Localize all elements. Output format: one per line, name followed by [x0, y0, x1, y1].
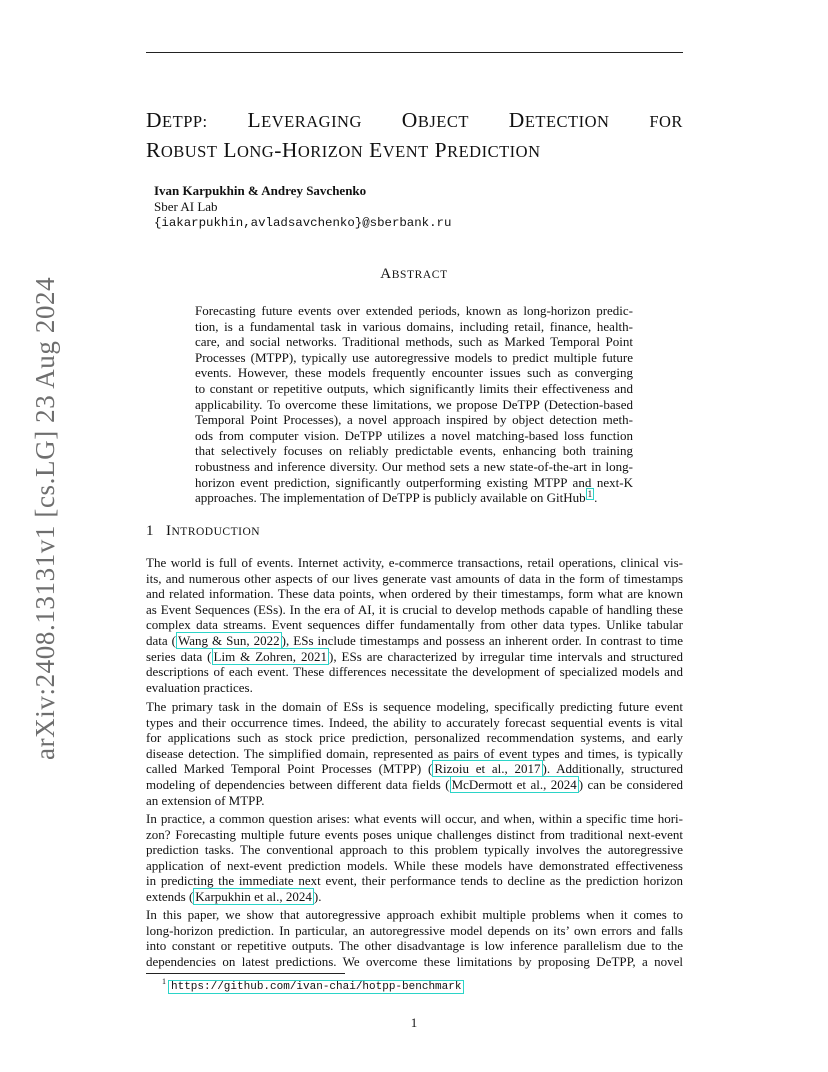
text-line: for applications such as stock price prediction, personalized recommendation systems, and early: [146, 730, 683, 746]
section-title-initial: I: [166, 523, 172, 539]
section-title-rest: NTRODUCTION: [171, 526, 261, 538]
abstract-heading-initial: A: [380, 266, 392, 282]
text-line: modeling of dependencies between different data fields ( McDermott et al., 2024 ) can be considered: [146, 776, 683, 792]
text-line: In practice, a common question arises: what events will occur, and when, within a specific time hori-: [146, 811, 683, 826]
abstract-line: approaches. The implementation of DeTPP is publicly available on GitHub $^1$ .: [195, 488, 598, 506]
title-word: EVENT: [369, 138, 429, 162]
footnote-ref-link[interactable]: 1: [587, 488, 593, 499]
text-line: called Marked Temporal Point Processes (MTPP) ( Rizoiu et al., 2017 ). Additionally, structured: [146, 761, 683, 777]
author-block: [154, 183, 451, 231]
text-line: In this paper, we show that autoregressive approach exhibit multiple problems when it comes to: [146, 907, 683, 922]
abstract-line: horizon event prediction, significantly outperforming existing MTPP and next-K: [195, 474, 633, 490]
author-names: Ivan Karpukhin & Andrey Savchenko: [154, 183, 367, 198]
citation-link[interactable]: Wang & Sun, 2022: [178, 632, 280, 648]
text-line: disease detection. The simplified domain, represented as pairs of event types and times, is typically: [146, 745, 683, 761]
citation-link[interactable]: McDermott et al., 2024: [451, 776, 577, 792]
footnote-rule: [146, 973, 345, 974]
text-line: its, and numerous other aspects of our lives generate vast amounts of data in the form of timestamps: [146, 570, 683, 586]
text-line: prediction tasks. The conventional approach to this problem typically involves the autoregressive: [146, 842, 683, 858]
text-line: data ( Wang & Sun, 2022 ), ESs include timestamps and possess an inherent order. In contrast to time: [146, 632, 684, 648]
text-line: evaluation practices.: [146, 679, 253, 695]
arxiv-sidebar-id[interactable]: arXiv:2408.13131v1 [cs.LG] 23 Aug 2024: [30, 276, 60, 760]
footnote: [162, 977, 464, 993]
abstract-line: robustness and inference diversity. Our method sets a new state-of-the-art in long-: [195, 458, 633, 474]
text-line: an extension of MTPP.: [146, 792, 265, 808]
top-rule: [146, 52, 683, 53]
text-line: application of next-event prediction models. While these models have demonstrated effectiveness: [146, 857, 683, 873]
text-line: zon? Forecasting multiple future events poses unique challenges distinct from traditional next-event: [146, 826, 683, 842]
title-word: PREDICTION: [434, 138, 541, 162]
title-word: LONG: [223, 138, 275, 162]
text-line: in predicting the immediate next event, their performance tends to decline as the prediction horizon: [146, 873, 683, 889]
title-line-2: [146, 136, 683, 166]
paragraph-4: [146, 907, 683, 969]
author-affiliation: Sber AI Lab: [154, 199, 218, 214]
title-word: FOR: [649, 112, 683, 131]
abstract-body: [195, 303, 633, 506]
text-line: as Event Sequences (ESs). In the era of AI, it is crucial to develop methods capable of handling these: [146, 601, 683, 617]
text-line: The primary task in the domain of ESs is sequence modeling, specifically predicting future event: [146, 699, 683, 714]
text-line: dependencies on latest predictions. We overcome these limitations by proposing DeTPP, a novel: [146, 953, 683, 969]
citation-link[interactable]: Karpukhin et al., 2024: [195, 888, 312, 904]
text-line: complex data streams. Event sequences differ fundamentally from other data types. Unlike tabular: [146, 617, 683, 633]
paragraph-2: [146, 699, 683, 808]
title-word: -HORIZON: [274, 138, 364, 162]
abstract-line: tion, is a fundamental task in various domains, including retail, finance, health-: [195, 318, 633, 334]
abstract-line: applicability. To overcome these limitations, we propose DeTPP (Detection-based: [195, 396, 633, 412]
title-word: LEVERAGING: [247, 108, 362, 132]
abstract-line: care, and social networks. Traditional methods, such as Marked Temporal Point: [195, 334, 633, 350]
citation-link[interactable]: Lim & Zohren, 2021: [213, 648, 327, 664]
abstract-line: to constant or repetitive outputs, which significantly limits their effectiveness and: [195, 380, 633, 396]
footnote-mark: 1: [162, 977, 166, 986]
section-heading-introduction: [146, 523, 260, 540]
text-line: long-horizon prediction. In particular, an autoregressive model depends on its’ own errors and falls: [146, 922, 683, 938]
title-word: ROBUST: [146, 138, 218, 162]
text-line: series data ( Lim & Zohren, 2021 ), ESs are characterized by irregular time intervals and structured: [146, 648, 683, 664]
text-line: into constant or repetitive outputs. The other disadvantage is low inference parallelism due to the: [146, 938, 683, 954]
abstract-line: Processes (MTPP), typically use autoregressive models to predict multiple future: [195, 349, 633, 365]
text-line: and related information. These data points, when ordered by their timestamps, form what are known: [146, 586, 683, 602]
footnote-url-link[interactable]: https://github.com/ivan-chai/hotpp-benchmark: [168, 980, 464, 994]
text-line: types and their occurrence times. Indeed, the ability to accurately forecast sequential events is vital: [146, 714, 683, 730]
abstract-line: that selectively focuses on reliably predictable events, enhancing both training: [195, 443, 633, 459]
abstract-line: Temporal Point Processes), a novel approach inspired by object detection meth-: [195, 412, 633, 428]
abstract-line: events. However, these models frequently encounter issues such as converging: [195, 365, 633, 381]
paper-title: [146, 106, 683, 166]
title-line-1: [146, 106, 683, 136]
abstract-line: Forecasting future events over extended periods, known as long-horizon predic-: [195, 303, 633, 318]
text-line: extends ( Karpukhin et al., 2024 ).: [146, 888, 322, 904]
paragraph-3: [146, 811, 683, 905]
title-word: OBJECT: [401, 108, 469, 132]
text-line: descriptions of each event. These differences necessitate the development of specialized models and: [146, 664, 683, 680]
text-line: The world is full of events. Internet activity, e-commerce transactions, retail operations, clinical vis-: [146, 555, 683, 570]
title-word: DETPP:: [146, 108, 208, 132]
abstract-heading-rest: BSTRACT: [391, 269, 448, 281]
page-number: 1: [410, 1015, 418, 1030]
section-number: 1: [146, 523, 154, 539]
title-word: DETECTION: [508, 108, 610, 132]
author-email[interactable]: {iakarpukhin,avladsavchenko}@sberbank.ru: [154, 216, 452, 230]
abstract-line: ods from computer vision. DeTPP utilizes a novel matching-based loss function: [195, 427, 633, 443]
paragraph-1: [146, 555, 683, 695]
abstract-heading: [0, 266, 828, 283]
citation-link[interactable]: Rizoiu et al., 2017: [434, 761, 541, 777]
